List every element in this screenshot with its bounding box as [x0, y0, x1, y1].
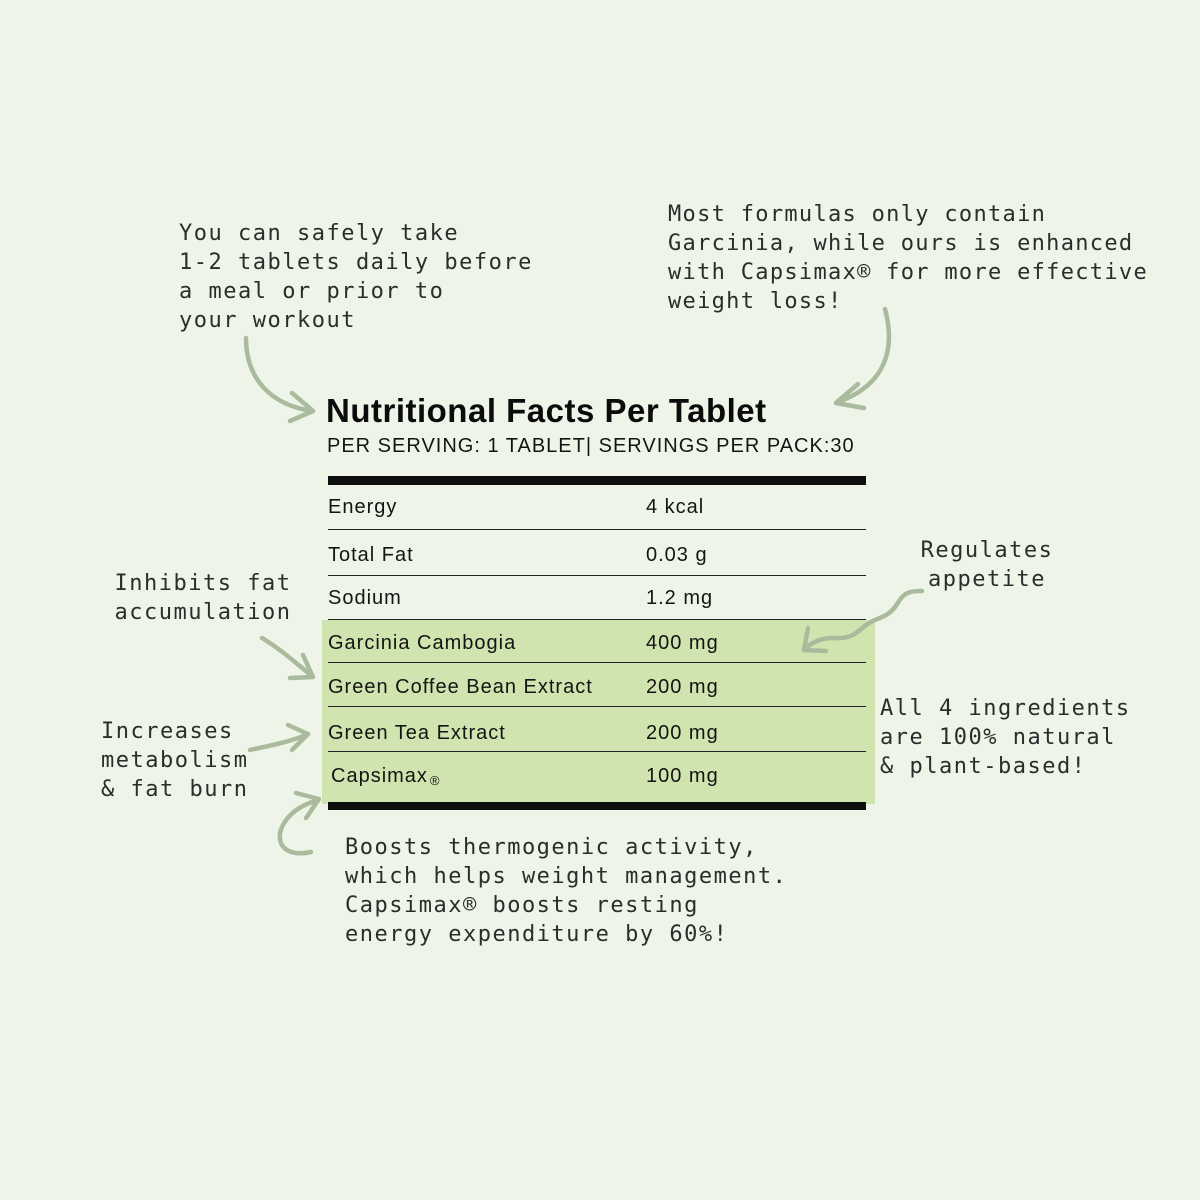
serving-info: PER SERVING: 1 TABLET| SERVINGS PER PACK:30 [327, 435, 855, 457]
row-label: Total Fat [328, 544, 414, 566]
row-value: 400 mg [646, 632, 719, 654]
row-value: 4 kcal [646, 496, 705, 518]
arrow-icon [246, 338, 313, 421]
row-label: Sodium [328, 587, 402, 609]
note-line: appetite [928, 567, 1046, 592]
arrow-icon [250, 725, 308, 750]
row-value: 100 mg [646, 765, 719, 787]
registered-mark: ® [429, 773, 441, 788]
note-line: Most formulas only contain [668, 202, 1047, 227]
row-value: 1.2 mg [646, 587, 714, 609]
note-line: Boosts thermogenic activity, [345, 835, 758, 860]
arrow-icon [804, 591, 922, 651]
row-value: 200 mg [646, 722, 719, 744]
note-line: & plant-based! [880, 754, 1087, 779]
row-value: 200 mg [646, 676, 719, 698]
row-value: 0.03 g [646, 544, 708, 566]
row-label: Garcinia Cambogia [328, 632, 517, 654]
note-line: Inhibits fat [114, 571, 292, 596]
note-line: are 100% natural [880, 725, 1116, 750]
note-line: 1-2 tablets daily before [179, 250, 533, 275]
note-line: & fat burn [101, 777, 249, 802]
arrow-icon [836, 309, 889, 408]
note-line: Increases [101, 719, 234, 744]
capsimax-label: Capsimax [331, 765, 428, 787]
arrow-icon [262, 638, 313, 678]
note-line: energy expenditure by 60%! [345, 922, 729, 947]
arrow-icon [280, 793, 319, 853]
nutrition-title: Nutritional Facts Per Tablet [326, 392, 767, 429]
note-line: Regulates [920, 538, 1054, 563]
note-line: weight loss! [668, 289, 843, 314]
row-label: Green Coffee Bean Extract [328, 676, 593, 698]
row-label: Green Tea Extract [328, 722, 506, 744]
note-line: a meal or prior to [179, 279, 445, 304]
note-line: with Capsimax® for more effective [668, 260, 1148, 285]
note-line: Capsimax® boosts resting [345, 893, 699, 918]
note-line: accumulation [114, 600, 292, 625]
note-line: Garcinia, while ours is enhanced [668, 231, 1134, 256]
note-line: your workout [179, 308, 356, 333]
note-line: All 4 ingredients [880, 696, 1131, 721]
note-line: metabolism [101, 748, 249, 773]
note-line: You can safely take [179, 221, 460, 246]
note-line: which helps weight management. [345, 864, 788, 889]
row-label: Energy [328, 496, 398, 518]
